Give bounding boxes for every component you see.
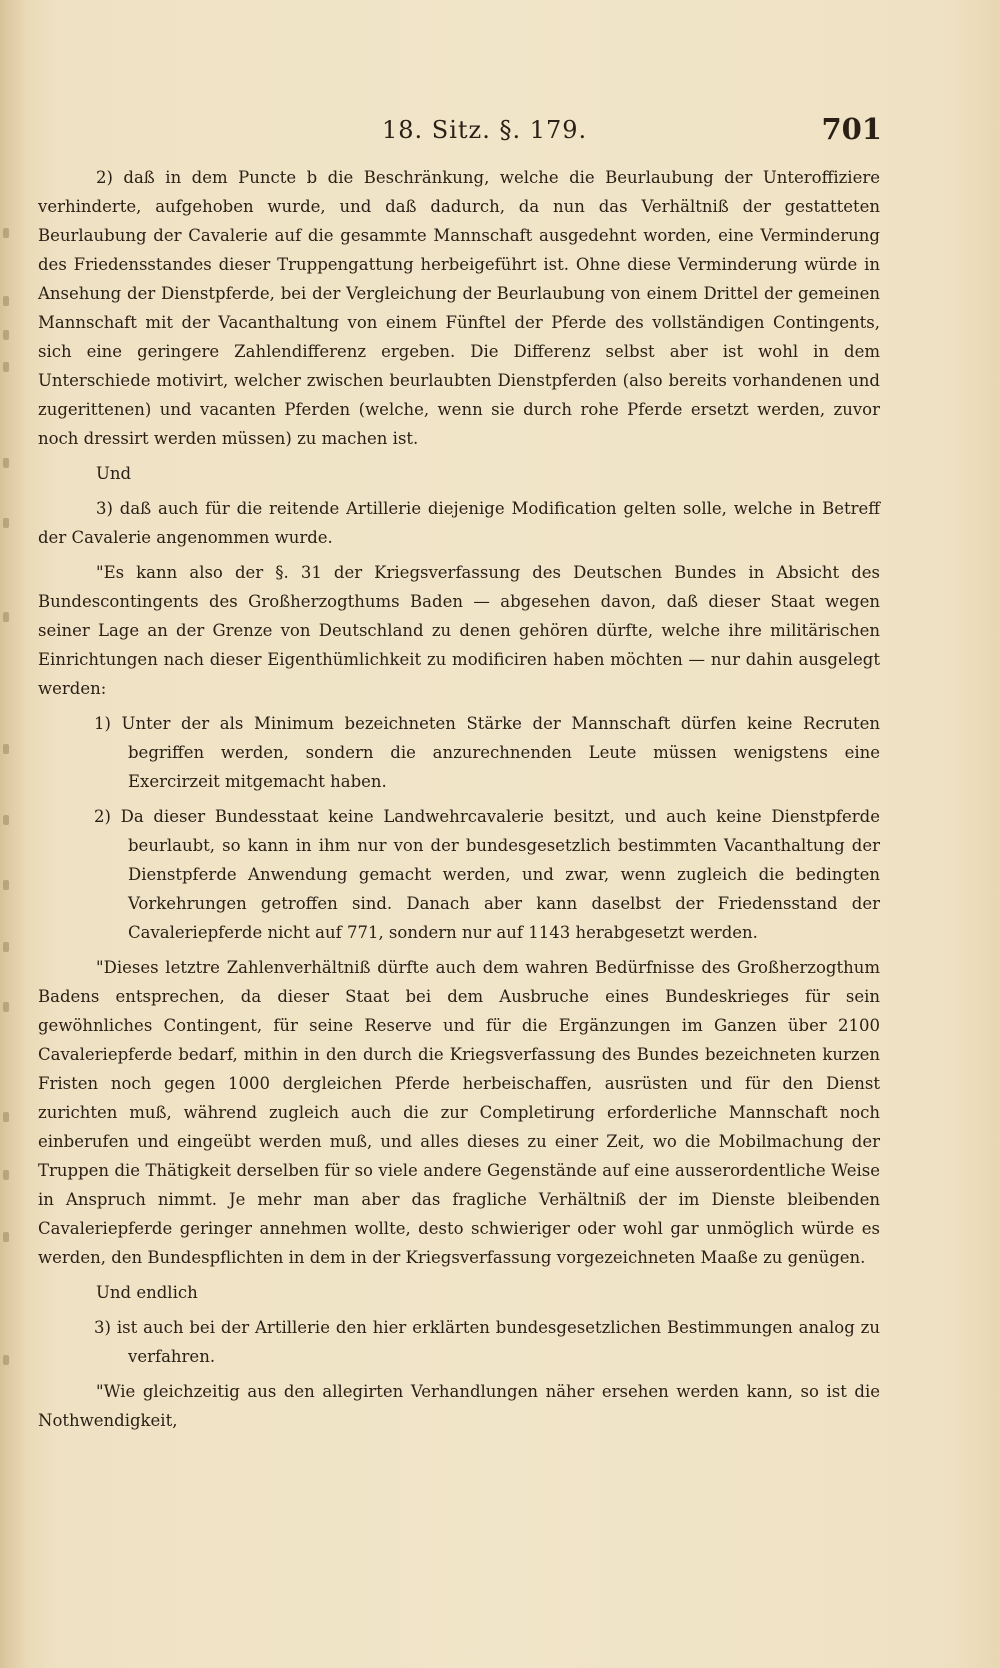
gutter-stain — [3, 296, 9, 306]
paragraph-quote-nothwendigkeit: "Wie gleichzeitig aus den allegirten Verhandlungen näher ersehen werden kann, so ist die Nothwendigkeit, — [38, 1382, 880, 1430]
gutter-stain — [3, 815, 9, 825]
gutter-stain — [3, 744, 9, 754]
running-head: 18. Sitz. §. 179. — [382, 116, 588, 144]
gutter-stain — [3, 1112, 9, 1122]
gutter-stain — [3, 330, 9, 340]
list-item-1: 1) Unter der als Minimum bezeichneten Stärke der Mannschaft dürfen keine Recruten begriffen werden, sondern die anzurechnenden Leute müssen wenigstens eine Exercirzeit mitgemacht haben. — [94, 714, 880, 791]
gutter-stain — [3, 1232, 9, 1242]
paragraph-und-endlich: Und endlich — [96, 1283, 198, 1302]
gutter-stain — [3, 362, 9, 372]
binding-gutter — [0, 0, 26, 1668]
paragraph-point-3: 3) daß auch für die reitende Artillerie diejenige Modification gelten solle, welche in Betreff der Cavalerie angenommen wurde. — [38, 499, 880, 547]
page-body — [38, 163, 880, 1435]
list-item-2: 2) Da dieser Bundesstaat keine Landwehrcavalerie besitzt, und auch keine Dienstpferde beurlaubt, so kann in ihm nur von der bundesgesetzlich bestimmten Vacanthaltung der Dienstpferde Anwendung gemacht werden, und zwar, wenn zugleich die bedingten Vorkehrungen getroffen sind. Danach aber kann daselbst der Friedensstand der Cavaleriepferde nicht auf 771, sondern nur auf 1143 herabgesetzt werden. — [94, 807, 880, 942]
page-number: 701 — [821, 112, 882, 146]
list-item-3-artillerie: 3) ist auch bei der Artillerie den hier erklärten bundesgesetzlichen Bestimmungen analog zu verfahren. — [94, 1318, 880, 1366]
gutter-stain — [3, 1002, 9, 1012]
paragraph-point-2: 2) daß in dem Puncte b die Beschränkung, welche die Beurlaubung der Unteroffiziere verhinderte, aufgehoben wurde, und daß dadurch, da nun das Verhältniß der gestatteten Beurlaubung der Cavalerie auf die gesammte Mannschaft ausgedehnt worden, eine Verminderung des Friedensstandes dieser Truppengattung herbeigeführt ist. Ohne diese Verminderung würde in Ansehung der Dienstpferde, bei der Vergleichung der Beurlaubung von einem Drittel der gemeinen Mannschaft mit der Vacanthaltung von einem Fünftel der Pferde des vollständigen Contingents, sich eine geringere Zahlendifferenz ergeben. Die Differenz selbst aber ist wohl in dem Unterschiede motivirt, welcher zwischen beurlaubten Dienstpferden (also bereits vorhandenen und zugerittenen) und vacanten Pferden (welche, wenn sie durch rohe Pferde ersetzt werden, zuvor noch dressirt werden müssen) zu machen ist. — [38, 168, 880, 448]
paragraph-und: Und — [96, 464, 132, 483]
gutter-stain — [3, 1170, 9, 1180]
gutter-stain — [3, 1355, 9, 1365]
gutter-stain — [3, 880, 9, 890]
paragraph-quote-kriegsverfassung: "Es kann also der §. 31 der Kriegsverfassung des Deutschen Bundes in Absicht des Bundescontingents des Großherzogthums Baden — abgesehen davon, daß dieser Staat wegen seiner Lage an der Grenze von Deutschland zu denen gehören dürfte, welche ihre militärischen Einrichtungen nach dieser Eigenthümlichkeit zu modificiren haben möchten — nur dahin ausgelegt werden: — [38, 563, 880, 698]
page-header — [42, 112, 880, 156]
gutter-stain — [3, 942, 9, 952]
gutter-stain — [3, 612, 9, 622]
gutter-stain — [3, 518, 9, 528]
gutter-stain — [3, 458, 9, 468]
gutter-stain — [3, 228, 9, 238]
paragraph-quote-zahlenverhaeltnis: "Dieses letztre Zahlenverhältniß dürfte auch dem wahren Bedürfnisse des Großherzogthum Badens entsprechen, da dieser Staat bei dem Ausbruche eines Bundeskrieges für sein gewöhnliches Contingent, für seine Reserve und für die Ergänzungen im Ganzen über 2100 Cavaleriepferde bedarf, mithin in den durch die Kriegsverfassung des Bundes bezeichneten kurzen Fristen noch gegen 1000 dergleichen Pferde herbeischaffen, ausrüsten und für den Dienst zurichten muß, während zugleich auch die zur Completirung erforderliche Mannschaft noch einberufen und eingeübt werden muß, und alles dieses zu einer Zeit, wo die Mobilmachung der Truppen die Thätigkeit derselben für so viele andere Gegenstände auf eine ausserordentliche Weise in Anspruch nimmt. Je mehr man aber das fragliche Verhältniß der im Dienste bleibenden Cavaleriepferde geringer annehmen wollte, desto schwieriger oder wohl gar unmöglich würde es werden, den Bundespflichten in dem in der Kriegsverfassung vorgezeichneten Maaße zu genügen. — [38, 958, 880, 1267]
